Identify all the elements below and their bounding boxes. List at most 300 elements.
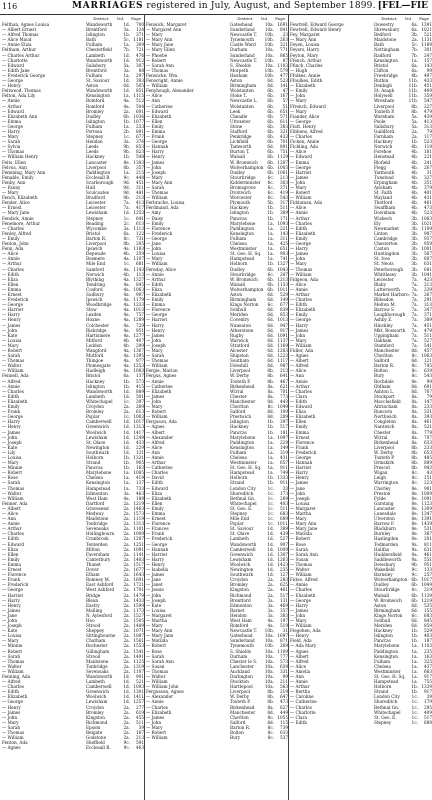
entry-name: — Albert [2,505,21,511]
entry-district: Stratford [230,342,250,348]
entry-page: 633 [424,439,432,445]
entry-name: — Kate [146,602,162,608]
column-rows [146,22,288,740]
entry-volume: 8e. [123,159,130,165]
entry-district: Blofield [374,159,391,165]
entry-volume: 1c. [267,516,274,522]
entry-district: Newcastle T. [230,32,258,38]
entry-district: Birmingham [374,607,401,613]
entry-name: — George [2,587,24,593]
entry-page: 327 [424,174,432,180]
entry-page: 1093 [277,220,288,226]
entry-name: — George [2,414,24,420]
entry-page: 409 [424,709,432,715]
entry-volume: 1a. [123,480,130,486]
entry-district: Erpingham [374,179,398,185]
entry-name: — John [2,714,18,720]
entry-volume: 4b. [411,174,418,180]
entry-name: — Alice [146,93,163,99]
entry-volume: 10a. [264,47,274,53]
entry-district: Chester [374,429,391,435]
entry-page: 911 [280,480,288,486]
entry-page: 267 [424,291,432,297]
entry-page: 173 [280,490,288,496]
entry-page: 247 [424,52,432,58]
entry-name: Fidgeon, Ada [290,276,319,282]
entry-volume: 6b. [267,164,274,170]
entry-volume: 3b. [411,246,418,252]
entry-volume: 1c. [411,709,418,715]
entry-volume: 10a. [264,679,274,685]
entry-volume: 4a. [123,312,130,318]
entry-volume: 6c. [267,190,274,196]
entry-district: Pancras [86,465,103,471]
entry-district: Cranbrook [86,536,109,542]
entry-district: Marylebone [230,220,256,226]
entry-name: — Albert [290,653,309,659]
entry-name: Fenable, Emily [2,174,34,180]
entry-district: Solihull [374,617,391,623]
entry-volume: 4b. [411,210,418,216]
entry-district: Burnley [374,531,391,537]
entry-district: Leeds [86,149,99,155]
entry-volume: 8a. [411,409,418,415]
entry-name: Fickling, Ada [290,144,319,150]
entry-page: 1189 [421,42,432,48]
entry-page: 143 [280,230,288,236]
entry-name: — Robert [146,409,167,415]
entry-page: 403 [280,500,288,506]
entry-district: St. Faith [374,190,393,196]
name-range: [FEL—FIE [377,1,428,11]
entry-page: 147 [424,398,432,404]
entry-page: 1063 [421,215,432,221]
entry-name: — Edward [2,62,25,68]
entry-volume: 6a. [411,27,418,33]
entry-name: — Emma [146,128,166,134]
entry-volume: 6b. [267,159,274,165]
entry-district: Stoke T. [230,93,247,99]
entry-district: Leicester [86,200,106,206]
entry-volume: 3a. [123,27,130,33]
entry-name: Ffinch, Charles [290,62,323,68]
entry-page: 1131 [421,37,432,43]
entry-page: 911 [280,465,288,471]
entry-name: — Edward [2,541,25,547]
entry-name: — Charlotte [2,57,28,63]
entry-volume: 6d. [267,83,274,89]
entry-name: — Isabella [146,567,169,573]
entry-district: Market Harboro. [374,291,410,297]
entry-name: — George [2,123,24,129]
entry-name: — Ann [146,449,160,455]
entry-volume: 10a. [264,653,274,659]
entry-district: Chesterfield [86,47,112,53]
entry-district: Richmond [230,592,252,598]
entry-name: — John [146,592,162,598]
entry-district: Woolwich [86,694,107,700]
entry-page: 1109 [277,648,288,654]
entry-name: — Frank [146,531,165,537]
entry-page: 51 [282,103,288,109]
entry-name: — Arthur [2,261,22,267]
entry-district: Brentford [230,597,251,603]
entry-volume: 9d. [123,179,130,185]
entry-volume: 6d. [267,307,274,313]
entry-name: — Emma [2,286,22,292]
entry-volume: 1a. [123,470,130,476]
entry-volume: 9b. [411,561,418,567]
entry-page: 811 [424,541,432,547]
entry-page: 269 [136,404,144,410]
entry-district: Birmingham [230,83,257,89]
entry-volume: 8a. [411,419,418,425]
entry-page: 325 [424,658,432,664]
entry-district: St. Saviour [230,526,254,532]
entry-district: Strood [86,623,101,629]
entry-volume: 1b. [267,215,274,221]
entry-volume: 4a. [123,291,130,297]
entry-name: — Florence [146,225,171,231]
entry-volume: 1b. [123,32,130,38]
entry-name: — Ellen [146,500,163,506]
entry-volume: 8a. [411,424,418,430]
entry-district: Poole [374,118,386,124]
entry-volume: 8d. [411,348,418,353]
entry-name: — Emily [290,235,308,241]
entry-district: Walsall [230,154,246,160]
entry-district: Bradford [86,195,106,201]
entry-district: Strand [230,480,245,486]
entry-name: — Joseph [2,439,22,445]
entry-district: Congleton [374,419,396,425]
entry-volume: 10b. [264,643,274,649]
entry-district: Mitford [86,337,103,343]
entry-volume: 4b. [411,169,418,175]
entry-volume: 2c. [123,220,130,226]
entry-name: — Rose [2,475,18,481]
entry-name: — Mary [146,32,163,38]
entry-volume: 5a. [411,123,418,129]
entry-name: — Alice [290,281,307,287]
entry-name: — Elizabeth [290,230,316,236]
entry-volume: 2a. [267,577,274,583]
entry-page: 903 [280,251,288,257]
entry-district: W. Derby [230,694,250,700]
entry-volume: 8c. [411,475,418,481]
entry-volume: 1b. [267,205,274,211]
entry-name: — Margaret [146,612,172,618]
entry-name: — Emma [2,561,22,567]
entry-page: 535 [424,602,432,608]
entry-page: 1109 [421,225,432,231]
entry-district: Islington [230,210,249,216]
entry-page: 309 [136,42,144,48]
entry-page: 122 [136,230,144,236]
entry-volume: 2a. [267,582,274,588]
entry-page: 639 [280,663,288,669]
entry-page: 371 [424,312,432,318]
entry-volume: 4b. [411,144,418,150]
entry-volume: 2a. [123,714,130,720]
entry-volume: 8b. [267,694,274,700]
entry-name: — Charles [290,704,312,710]
entry-name: Field, Ada [290,638,312,644]
entry-page: 463 [136,745,144,751]
entry-name: — Emily [146,297,164,303]
entry-page: 521 [136,679,144,685]
entry-name: — Emily [290,312,308,318]
entry-page: 79 [426,393,432,399]
entry-page: 1009 [421,490,432,496]
entry-name: — Thomas [2,730,25,736]
entry-volume: 1d. [123,679,130,685]
entry-district: Shipston [230,353,249,359]
entry-name: — Mary [2,460,19,466]
entry-volume: 7a. [411,312,418,318]
entry-name: — Elizabeth [290,83,316,89]
entry-volume: 8b. [267,699,274,705]
entry-name: — Frederick George [2,72,46,78]
entry-page: 303 [280,179,288,185]
entry-page: 401 [424,190,432,196]
entry-volume: 4a. [123,348,130,353]
entry-volume: 6b. [411,597,418,603]
entry-district: Fulham [86,123,103,129]
entry-name: — Henry [290,633,309,639]
entry-page: 1257 [133,699,144,705]
entry-district: Nottingham [374,47,400,53]
entry-district: Warwick [230,337,249,343]
entry-district: Hackney [86,154,105,160]
entry-name: — George [2,78,24,84]
entry-name: — Frank [2,577,21,583]
entry-page: 431 [424,195,432,201]
entry-district: Chesterton [374,241,398,247]
register-entry [290,720,432,725]
entry-district: Hackney [86,378,105,384]
entry-volume: 2a. [123,546,130,552]
entry-page: 115 [280,719,288,725]
entry-volume: 6b. [411,582,418,588]
entry-name: — Henry [2,704,21,710]
entry-district: Prestwich [230,414,252,420]
entry-volume: 1b. [267,261,274,267]
entry-page: 467 [280,378,288,384]
entry-volume: 8e. [411,521,418,527]
entry-volume: 8c. [123,235,130,241]
entry-page: 517 [280,592,288,598]
entry-name: — Arthur [290,291,310,297]
entry-volume: 1a. [123,485,130,491]
entry-page: 1085 [133,470,144,476]
entry-name: Ffench, Arthur [290,57,322,63]
entry-name: — Eliza [2,546,18,552]
entry-page: 1313 [133,424,144,430]
entry-page: 567 [424,251,432,257]
entry-volume: 1b. [411,633,418,639]
entry-name: — George [146,541,168,547]
entry-name: Fergusson, Agnes [146,689,184,695]
entry-page: 517 [280,424,288,430]
entry-name: — Jane [2,612,17,618]
entry-district: Whitechapel [230,500,257,506]
entry-page: 23 [282,32,288,38]
entry-page: 563 [280,684,288,690]
entry-volume: 2a. [123,653,130,659]
entry-name: — Annie Eliza [2,42,32,48]
entry-name: — Agnes [146,424,165,430]
entry-volume: 3a. [267,602,274,608]
entry-district: Barton R. [230,724,251,730]
entry-page: 443 [280,398,288,404]
entry-volume: 1a. [411,653,418,659]
entry-page: 99 [426,378,432,384]
entry-volume: 9b. [123,144,130,150]
entry-district: Chelsea [230,454,247,460]
entry-page: 455 [136,714,144,720]
entry-district: London City [230,485,256,491]
entry-page: 31 [426,169,432,175]
entry-volume: 1d. [123,424,130,430]
entry-district: Salford [230,719,246,725]
entry-name: — Catherine [146,465,173,471]
entry-page: 189 [136,495,144,501]
entry-page: 31 [282,628,288,634]
entry-page: 155 [424,607,432,613]
entry-name: Fergus, Agnes [146,373,177,379]
entry-volume: 2a. [123,628,130,634]
entry-district: Plomesgate [86,363,111,369]
entry-district: Fulham [86,72,103,78]
entry-volume: 8a. [267,388,274,394]
entry-page: 477 [280,72,288,78]
entry-district: Tunstead [374,174,394,180]
entry-volume: 1a. [267,470,274,476]
entry-name: — John [146,246,162,252]
entry-name: — Margaret [290,505,316,511]
entry-name: — Mary Ann [290,521,317,527]
entry-name: — Eliza [146,286,162,292]
entry-district: Liverpool [230,368,251,374]
entry-page: 1143 [133,266,144,272]
entry-volume: 6d. [267,144,274,150]
entry-district: Aston [374,602,387,608]
entry-volume: 1d. [123,22,130,27]
entry-page: 121 [136,449,144,455]
entry-page: 853 [136,144,144,150]
entry-volume: 1d. [123,684,130,690]
entry-name: — Charles [290,220,312,226]
entry-page: 707 [424,434,432,440]
entry-page: 631 [424,261,432,267]
entry-volume: 6d. [267,327,274,333]
entry-volume: 2a. [123,409,130,415]
entry-district: Nuneaton [230,322,251,328]
entry-page: 229 [280,439,288,445]
entry-name: — Henry [146,327,165,333]
entry-name: — Annie [290,378,308,384]
entry-page: 1517 [133,561,144,567]
entry-volume: 1d. [267,556,274,562]
entry-district: Medway [86,511,104,516]
entry-district: Melton M. [374,302,396,308]
entry-volume: 10a. [264,668,274,674]
entry-page: 523 [424,139,432,145]
entry-volume: 8a. [267,704,274,710]
entry-name: — James [290,251,309,257]
entry-page: 43 [426,470,432,476]
entry-volume: 8e. [411,531,418,537]
entry-name: — Arthur [2,103,22,109]
entry-name: — Ellen [2,551,19,557]
entry-page: 1103 [277,62,288,68]
entry-name: — James [2,322,21,328]
entry-volume: 9c. [411,567,418,573]
entry-district: Chelsea [230,241,247,247]
entry-district: Sunderland [230,638,255,644]
entry-page: 213 [136,195,144,201]
entry-name: — Charles [2,684,24,690]
entry-page: 1003 [133,414,144,420]
entry-name: Feyers, Harry [290,47,320,53]
entry-district: Wakefield [374,567,395,573]
entry-page: 233 [424,404,432,410]
entry-name: — Sarah [2,724,21,730]
entry-name: — Arthur [2,526,22,532]
entry-page: 541 [424,342,432,348]
entry-volume: 6b. [267,128,274,134]
entry-district: Westminster [230,246,257,252]
entry-district: Stourbridge [230,174,256,180]
entry-page: 573 [136,378,144,384]
entry-volume: 1a. [267,251,274,257]
entry-district: Salford [374,358,390,364]
entry-volume: 8e. [411,505,418,511]
entry-volume: 2a. [123,633,130,639]
entry-district: Toxteth P. [230,699,251,705]
entry-page: 547 [424,98,432,104]
entry-name: — John [290,93,306,99]
entry-name: — Mary [146,256,163,262]
entry-name: — Henry [2,602,21,608]
entry-district: Faversham [86,551,110,557]
entry-name: — Mary [290,185,307,190]
entry-name: — William [290,271,312,277]
entry-district: Kensington [374,653,398,659]
entry-name: — William [146,735,168,741]
entry-name: Fiegehen, Ada [290,628,321,634]
entry-name: — James [2,607,21,613]
entry-volume: 1d. [123,429,130,435]
entry-page: 357 [136,164,144,170]
entry-name: — William [290,195,312,201]
entry-name: — Elizabeth [146,291,172,297]
entry-volume: 6d. [267,312,274,318]
entry-volume: 1d. [123,674,130,679]
entry-district: Bedford [374,32,391,38]
entry-name: — William Henry [2,154,39,160]
entry-page: 417 [136,205,144,211]
entry-name: — William John [146,684,179,690]
entry-page: 912 [136,57,144,63]
entry-volume: 10b. [264,67,274,73]
entry-name: — Ada Mary [290,643,317,649]
entry-name: — Emma [290,429,310,435]
entry-page: 1091 [421,495,432,501]
entry-page: 1036 [133,113,144,119]
entry-name: Fenyhough, Alexander [146,88,194,94]
